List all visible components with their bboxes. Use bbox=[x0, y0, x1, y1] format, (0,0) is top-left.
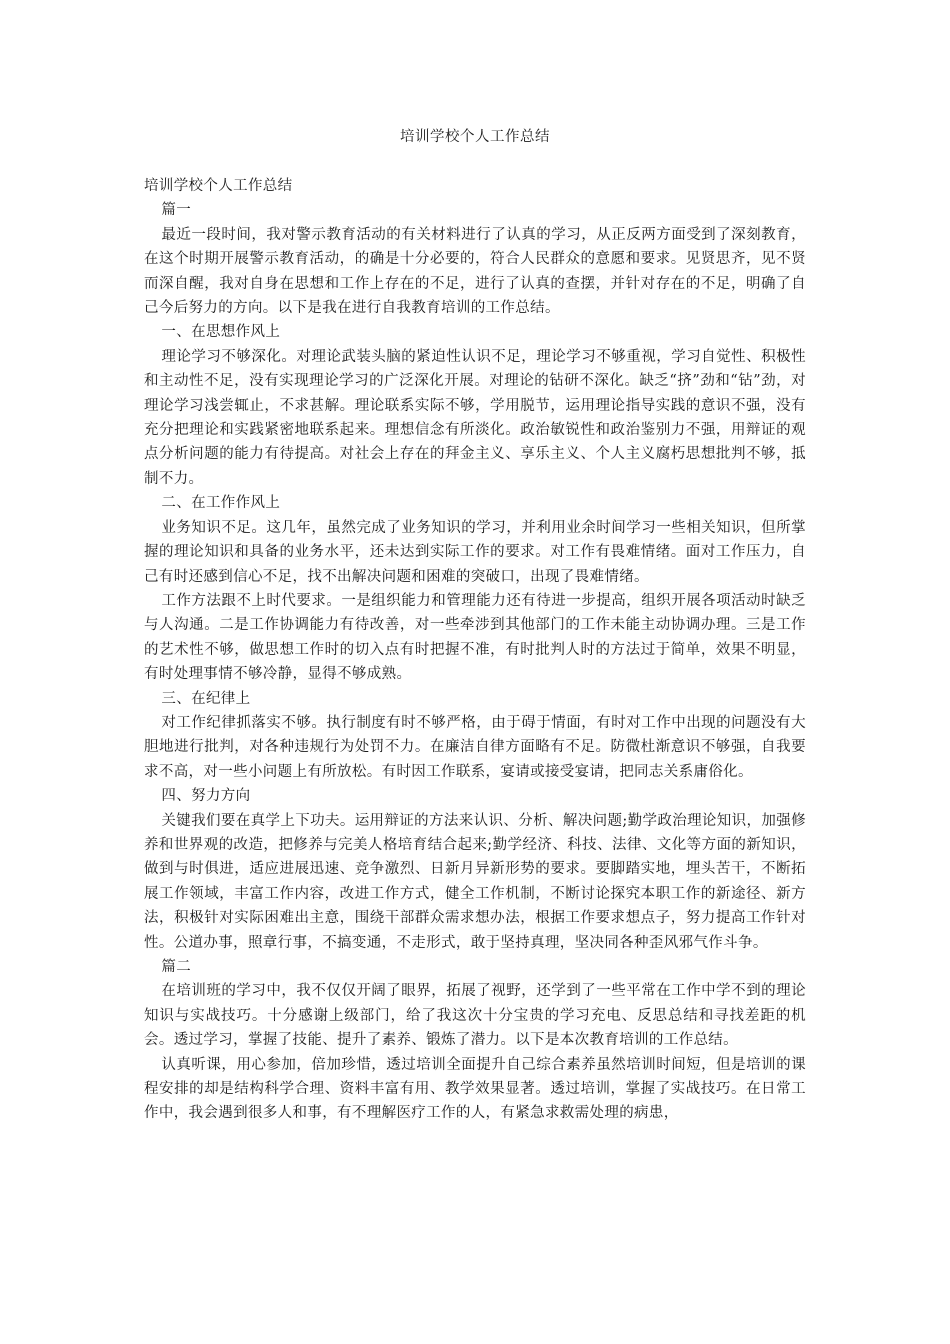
section-heading: 篇一 bbox=[161, 202, 192, 219]
document-subtitle: 培训学校个人工作总结 bbox=[144, 178, 293, 194]
body-paragraph: 工作方法跟不上时代要求。一是组织能力和管理能力还有待进一步提高，组织开展各项活动时缺乏与人沟通。二是工作协调能力有待改善，对一些牵涉到其他部门的工作未能主动协调办理。三是工作的艺术性不够，做思想工作时的切入点有时把握不准，有时批判人时的方法过于简单，效果不明显，有时处理事情不够冷静，显得不够成熟。 bbox=[144, 592, 806, 683]
section-heading: 二、在工作作风上 bbox=[161, 495, 281, 512]
body-paragraph: 理论学习不够深化。对理论武装头脑的紧迫性认识不足，理论学习不够重视，学习自觉性、积极性和主动性不足，没有实现理论学习的广泛深化开展。对理论的钻研不深化。缺乏“挤”劲和“钻”劲，对理论学习浅尝辄止，不求甚解。理论联系实际不够，学用脱节，运用理论指导实践的意识不强，没有充分把理论和实践紧密地联系起来。理想信念有所淡化。政治敏锐性和政治鉴别力不强，用辩证的观点分析问题的能力有待提高。对社会上存在的拜金主义、享乐主义、个人主义腐朽思想批判不够，抵制不力。 bbox=[144, 348, 806, 487]
body-paragraph: 关键我们要在真学上下功夫。运用辩证的方法来认识、分析、解决问题;勤学政治理论知识，加强修养和世界观的改造，把修养与完美人格培育结合起来;勤学经济、科技、法律、文化等方面的新知识，做到与时俱进，适应进展迅速、竞争激烈、日新月异新形势的要求。要脚踏实地，埋头苦干，不断拓展工作领域，丰富工作内容，改进工作方式，健全工作机制，不断讨论探究本职工作的新途径、新方法，积极针对实际困难出主意，围绕干部群众需求想办法，根据工作要求想点子，努力提高工作针对性。公道办事，照章行事，不搞变通，不走形式，敢于坚持真理，坚决同各种歪风邪气作斗争。 bbox=[144, 812, 806, 951]
section-heading: 篇二 bbox=[161, 959, 192, 975]
body-paragraph: 最近一段时间，我对警示教育活动的有关材料进行了认真的学习，从正反两方面受到了深刻教育，在这个时期开展警示教育活动，的确是十分必要的，符合人民群众的意愿和要求。见贤思齐，见不贤而深自醒，我对自身在思想和工作上存在的不足，进行了认真的查摆，并针对存在的不足，明确了自己今后努力的方向。以下是我在进行自我教育培训的工作总结。 bbox=[144, 226, 806, 317]
body-paragraph: 在培训班的学习中，我不仅仅开阔了眼界，拓展了视野，还学到了一些平常在工作中学不到的理论知识与实战技巧。十分感谢上级部门，给了我这次十分宝贵的学习充电、反思总结和寻找差距的机会。透过学习，掌握了技能、提升了素养、锻炼了潜力。以下是本次教育培训的工作总结。 bbox=[144, 983, 806, 1049]
section-heading: 四、努力方向 bbox=[161, 788, 251, 805]
body-paragraph: 对工作纪律抓落实不够。执行制度有时不够严格，由于碍于情面，有时对工作中出现的问题没有大胆地进行批判，对各种违规行为处罚不力。在廉洁自律方面略有不足。防微杜渐意识不够强，自我要求不高，对一些小问题上有所放松。有时因工作联系，宴请或接受宴请，把同志关系庸俗化。 bbox=[144, 714, 806, 780]
body-paragraph: 认真听课，用心参加，倍加珍惜，透过培训全面提升自己综合素养虽然培训时间短，但是培训的课程安排的却是结构科学合理、资料丰富有用、教学效果显著。透过培训，掌握了实战技巧。在日常工作中，我会遇到很多人和事，有不理解医疗工作的人，有紧急求救需处理的病患， bbox=[144, 1056, 806, 1122]
body-paragraph: 业务知识不足。这几年，虽然完成了业务知识的学习，并利用业余时间学习一些相关知识，但所掌握的理论知识和具备的业务水平，还未达到实际工作的要求。对工作有畏难情绪。面对工作压力，自己有时还感到信心不足，找不出解决问题和困难的突破口，出现了畏难情绪。 bbox=[144, 519, 806, 585]
section-heading: 三、在纪律上 bbox=[161, 690, 251, 707]
section-heading: 一、在思想作风上 bbox=[161, 324, 281, 341]
document-title: 培训学校个人工作总结 bbox=[400, 129, 550, 145]
document-body bbox=[144, 174, 806, 1126]
